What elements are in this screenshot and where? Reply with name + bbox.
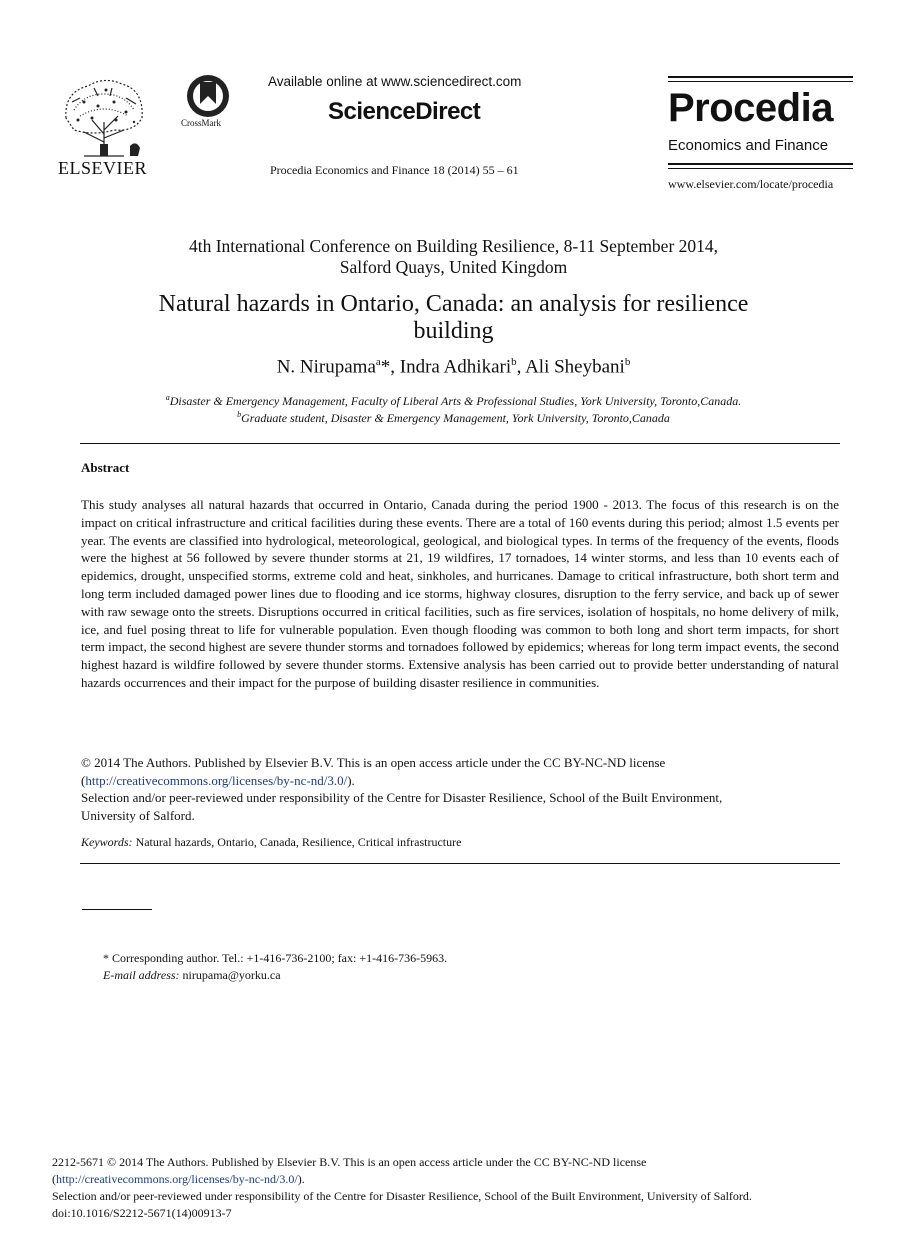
sciencedirect-logo[interactable]: ScienceDirect [328,98,481,125]
paren: ). [297,1172,305,1186]
email-note [103,968,281,983]
author-name: Ali Sheybani [525,356,625,378]
affiliation-text: Graduate student, Disaster & Emergency Management, York University, Toronto,Canada [241,411,670,425]
affiliation-text: Disaster & Emergency Management, Faculty of Liberal Arts & Professional Studies, York University, Toronto,Canada. [169,394,742,408]
author-list [0,356,907,378]
author-name: Indra Adhikari [399,356,512,378]
license-link[interactable]: http://creativecommons.org/licenses/by-nc-nd/3.0/ [85,772,348,788]
crossmark-label: CrossMark [181,118,221,128]
paper-title: building [413,318,494,344]
affiliation [0,393,907,409]
paren: ( [52,1172,56,1186]
affiliation-mark: b [237,410,242,419]
procedia-title: Procedia [668,86,833,130]
author-separator: , [516,356,526,378]
email-address[interactable]: nirupama@yorku.ca [179,968,281,982]
procedia-url[interactable]: www.elsevier.com/locate/procedia [668,177,834,191]
procedia-rule [668,163,853,165]
paren: ( [81,772,86,788]
license-line [81,772,841,790]
copyright-notice [81,754,841,824]
doi[interactable]: doi:10.1016/S2212-5671(14)00913-7 [52,1206,232,1220]
email-label: E-mail address: [103,968,180,982]
conference-line: 4th International Conference on Building Resilience, 8-11 September 2014, [188,236,719,256]
abstract-body: This study analyses all natural hazards that occurred in Ontario, Canada during the period 1900 - 2013. The focus of this research is on the impact on critical infrastructure and critical facilities during these events. There are a total of 160 events during this period; almost 1.5 events per year. The events are classified into hydrological, meteorological, geological, and biological types. In terms of the frequency of the events, floods were the highest at 56 followed by severe thunder storms at 21, 19 wildfires, 17 tornadoes, 14 winter storms, and less than 10 events each of epidemics, drought, unspecified storms, extreme cold and heat, sinkholes, and hurricanes. Damage to critical infrastructure, both short term and long term included damaged power lines due to flooding and ice storms, highway closures, disruption to the ferry service, and back up of sewer with raw sewage onto the streets. Disruptions occurred in critical facilities, such as fire services, isolation of hospitals, no home delivery of milk, ice, and fuel posing threat to life for vulnerable population. Even though flooding was common to both long and short term impacts, for short term impact, the second highest are severe thunder storms and tornadoes followed by epidemics; whereas for long term impact events, the second highest hazard is wildfire followed by severe thunder storms. Extensive analysis has been carried out to provide better understanding of natural hazards occurrences and their impact for the purpose of building disaster resilience in communities. [81,497,839,690]
copyright-line: © 2014 The Authors. Published by Elsevier B.V. This is an open access article under the CC BY-NC-ND license [81,755,666,770]
affiliation-mark: a [165,393,170,402]
keywords-text: Natural hazards, Ontario, Canada, Resilience, Critical infrastructure [132,835,462,849]
keywords-label: Keywords: [81,835,133,849]
available-online-text[interactable]: Available online at www.sciencedirect.com [268,74,522,89]
paren: ). [347,772,355,788]
author-separator: *, [380,356,400,378]
journal-citation: Procedia Economics and Finance 18 (2014) 55 – 61 [270,163,519,177]
section-divider [80,443,840,444]
procedia-subtitle: Economics and Finance [668,137,829,154]
author-affiliation-mark: b [624,356,631,368]
conference-line: Salford Quays, United Kingdom [339,257,568,277]
license-line [52,1171,872,1188]
keywords [81,835,461,850]
author-name: N. Nirupama [276,356,376,378]
issn-line: 2212-5671 © 2014 The Authors. Published by Elsevier B.V. This is an open access article under the CC BY-NC-ND license [52,1155,647,1169]
peer-review-line: Selection and/or peer-reviewed under responsibility of the Centre for Disaster Resilience, School of the Built Environment, University of Salford. [52,1189,752,1203]
paper-title: Natural hazards in Ontario, Canada: an analysis for resilience [158,291,749,317]
section-divider [80,863,840,864]
abstract-heading: Abstract [81,460,130,475]
publisher-wordmark: ELSEVIER [58,158,147,178]
affiliation [0,410,907,426]
bottom-footer [52,1154,872,1222]
peer-review-line: Selection and/or peer-reviewed under responsibility of the Centre for Disaster Resilience, School of the Built Environment, [81,790,723,805]
footnote-rule [82,909,152,910]
author-affiliation-mark: b [511,356,517,368]
peer-review-line: University of Salford. [81,807,195,823]
procedia-rule [668,168,853,169]
license-link[interactable]: http://creativecommons.org/licenses/by-nc-nd/3.0/ [56,1172,298,1186]
corresponding-author-note: * Corresponding author. Tel.: +1-416-736-2100; fax: +1-416-736-5963. [103,951,448,965]
procedia-rule [668,76,853,78]
procedia-rule [668,81,853,82]
author-affiliation-mark: a [375,356,381,368]
